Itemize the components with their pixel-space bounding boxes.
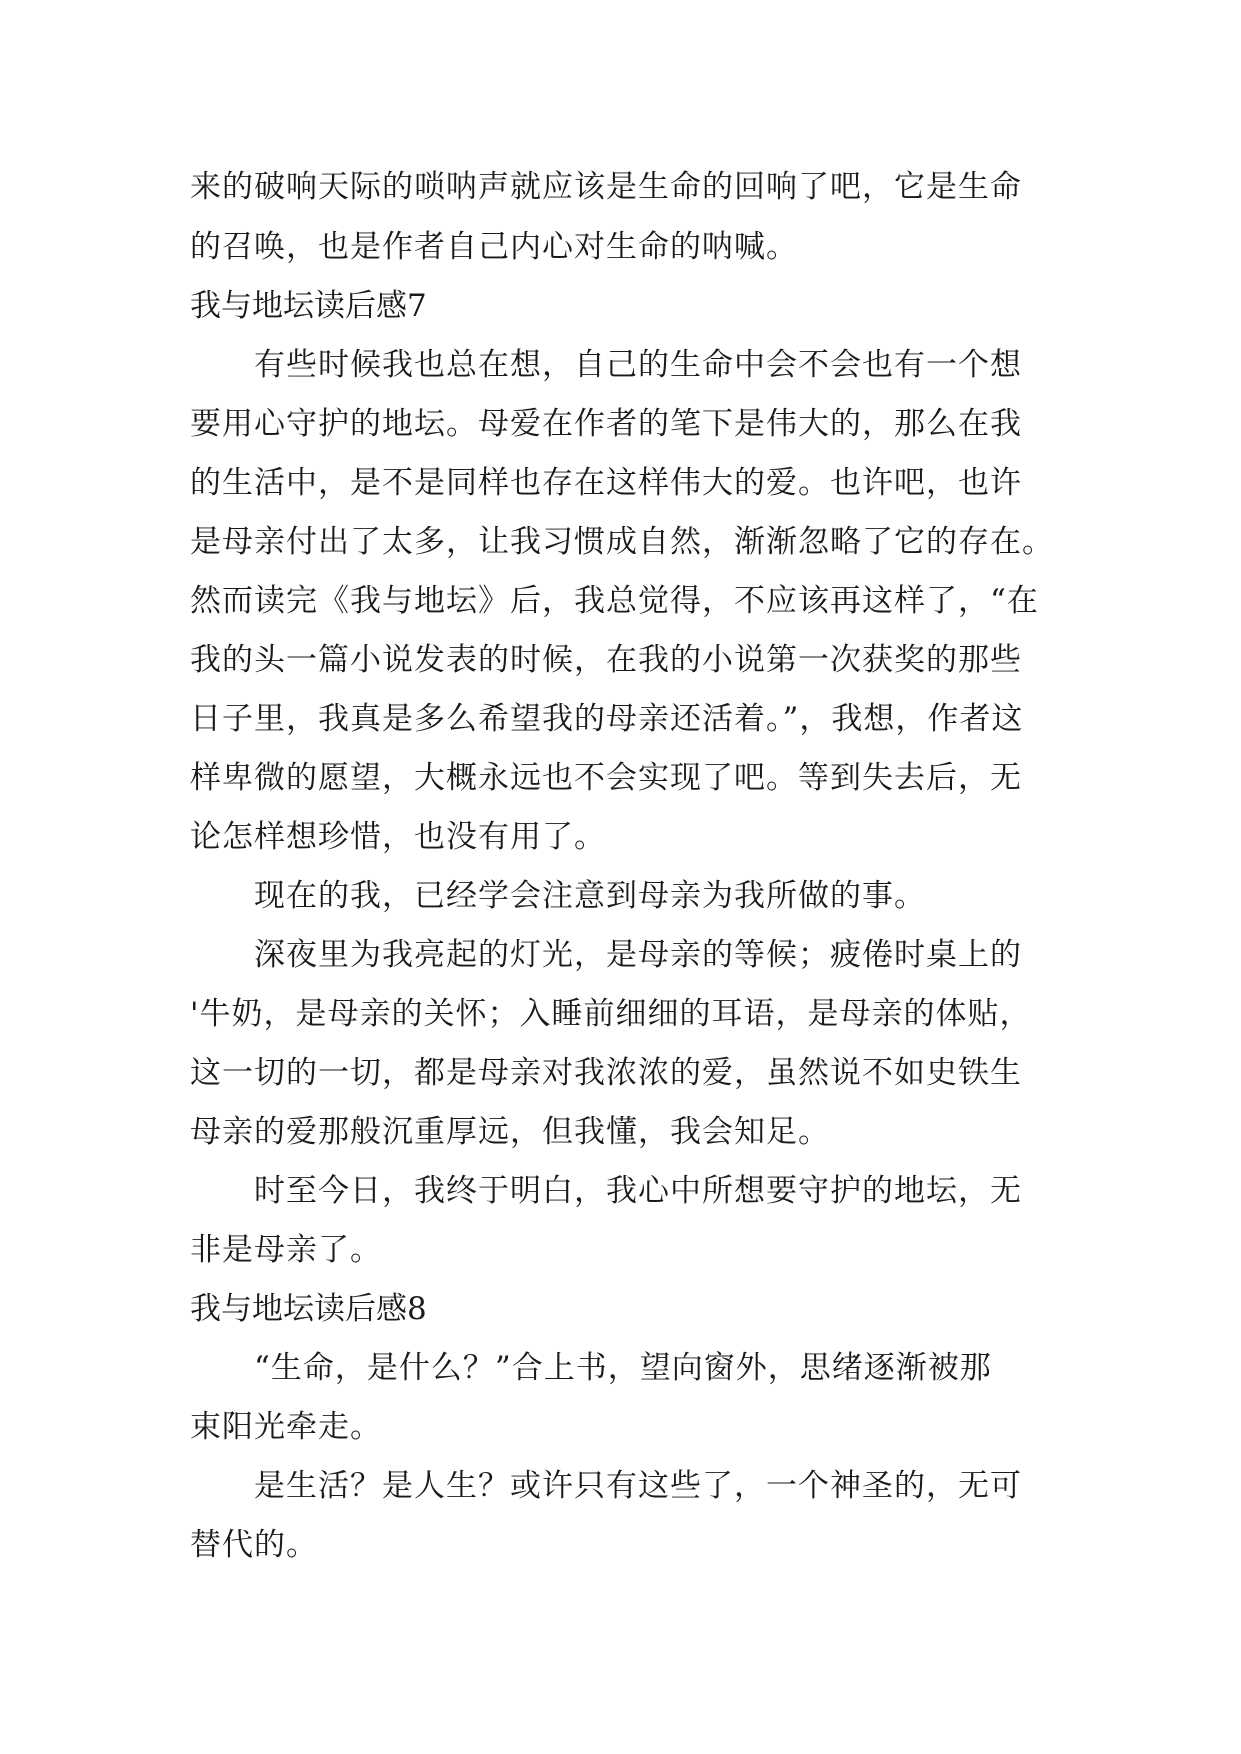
paragraph-line: “生命，是什么？”合上书，望向窗外，思绪逐渐被那 <box>254 1350 992 1386</box>
paragraph-line: 论怎样想珍惜，也没有用了。 <box>190 819 606 855</box>
paragraph-line: 要用心守护的地坛。母爱在作者的笔下是伟大的，那么在我 <box>190 406 1022 442</box>
paragraph-line: 这一切的一切，都是母亲对我浓浓的爱，虽然说不如史铁生 <box>190 1055 1022 1091</box>
paragraph-line: 是母亲付出了太多，让我习惯成自然，渐渐忽略了它的存在。 <box>190 524 1054 560</box>
paragraph-line: 时至今日，我终于明白，我心中所想要守护的地坛，无 <box>254 1173 1022 1209</box>
section-heading: 我与地坛读后感8 <box>190 1291 427 1327</box>
paragraph-line: '牛奶，是母亲的关怀；入睡前细细的耳语，是母亲的体贴， <box>190 996 1032 1032</box>
paragraph-line: 替代的。 <box>190 1527 318 1563</box>
paragraph-line: 然而读完《我与地坛》后，我总觉得，不应该再这样了，“在 <box>190 583 1039 619</box>
paragraph-line: 样卑微的愿望，大概永远也不会实现了吧。等到失去后，无 <box>190 760 1022 796</box>
paragraph-line: 非是母亲了。 <box>190 1232 382 1268</box>
paragraph-line: 的生活中，是不是同样也存在这样伟大的爱。也许吧，也许 <box>190 465 1022 501</box>
paragraph-line: 母亲的爱那般沉重厚远，但我懂，我会知足。 <box>190 1114 830 1150</box>
paragraph-line: 的召唤，也是作者自己内心对生命的呐喊。 <box>190 229 798 265</box>
paragraph-line: 是生活？是人生？或许只有这些了，一个神圣的，无可 <box>254 1468 1022 1504</box>
section-heading: 我与地坛读后感7 <box>190 288 427 324</box>
paragraph-line: 深夜里为我亮起的灯光，是母亲的等候；疲倦时桌上的 <box>254 937 1022 973</box>
paragraph-line: 束阳光牵走。 <box>190 1409 382 1445</box>
paragraph-line: 来的破响天际的唢呐声就应该是生命的回响了吧，它是生命 <box>190 169 1022 205</box>
paragraph-line: 现在的我，已经学会注意到母亲为我所做的事。 <box>254 878 926 914</box>
paragraph-line: 日子里，我真是多么希望我的母亲还活着。”，我想，作者这 <box>190 701 1024 737</box>
paragraph-line: 我的头一篇小说发表的时候，在我的小说第一次获奖的那些 <box>190 642 1022 678</box>
paragraph-line: 有些时候我也总在想，自己的生命中会不会也有一个想 <box>254 347 1022 383</box>
